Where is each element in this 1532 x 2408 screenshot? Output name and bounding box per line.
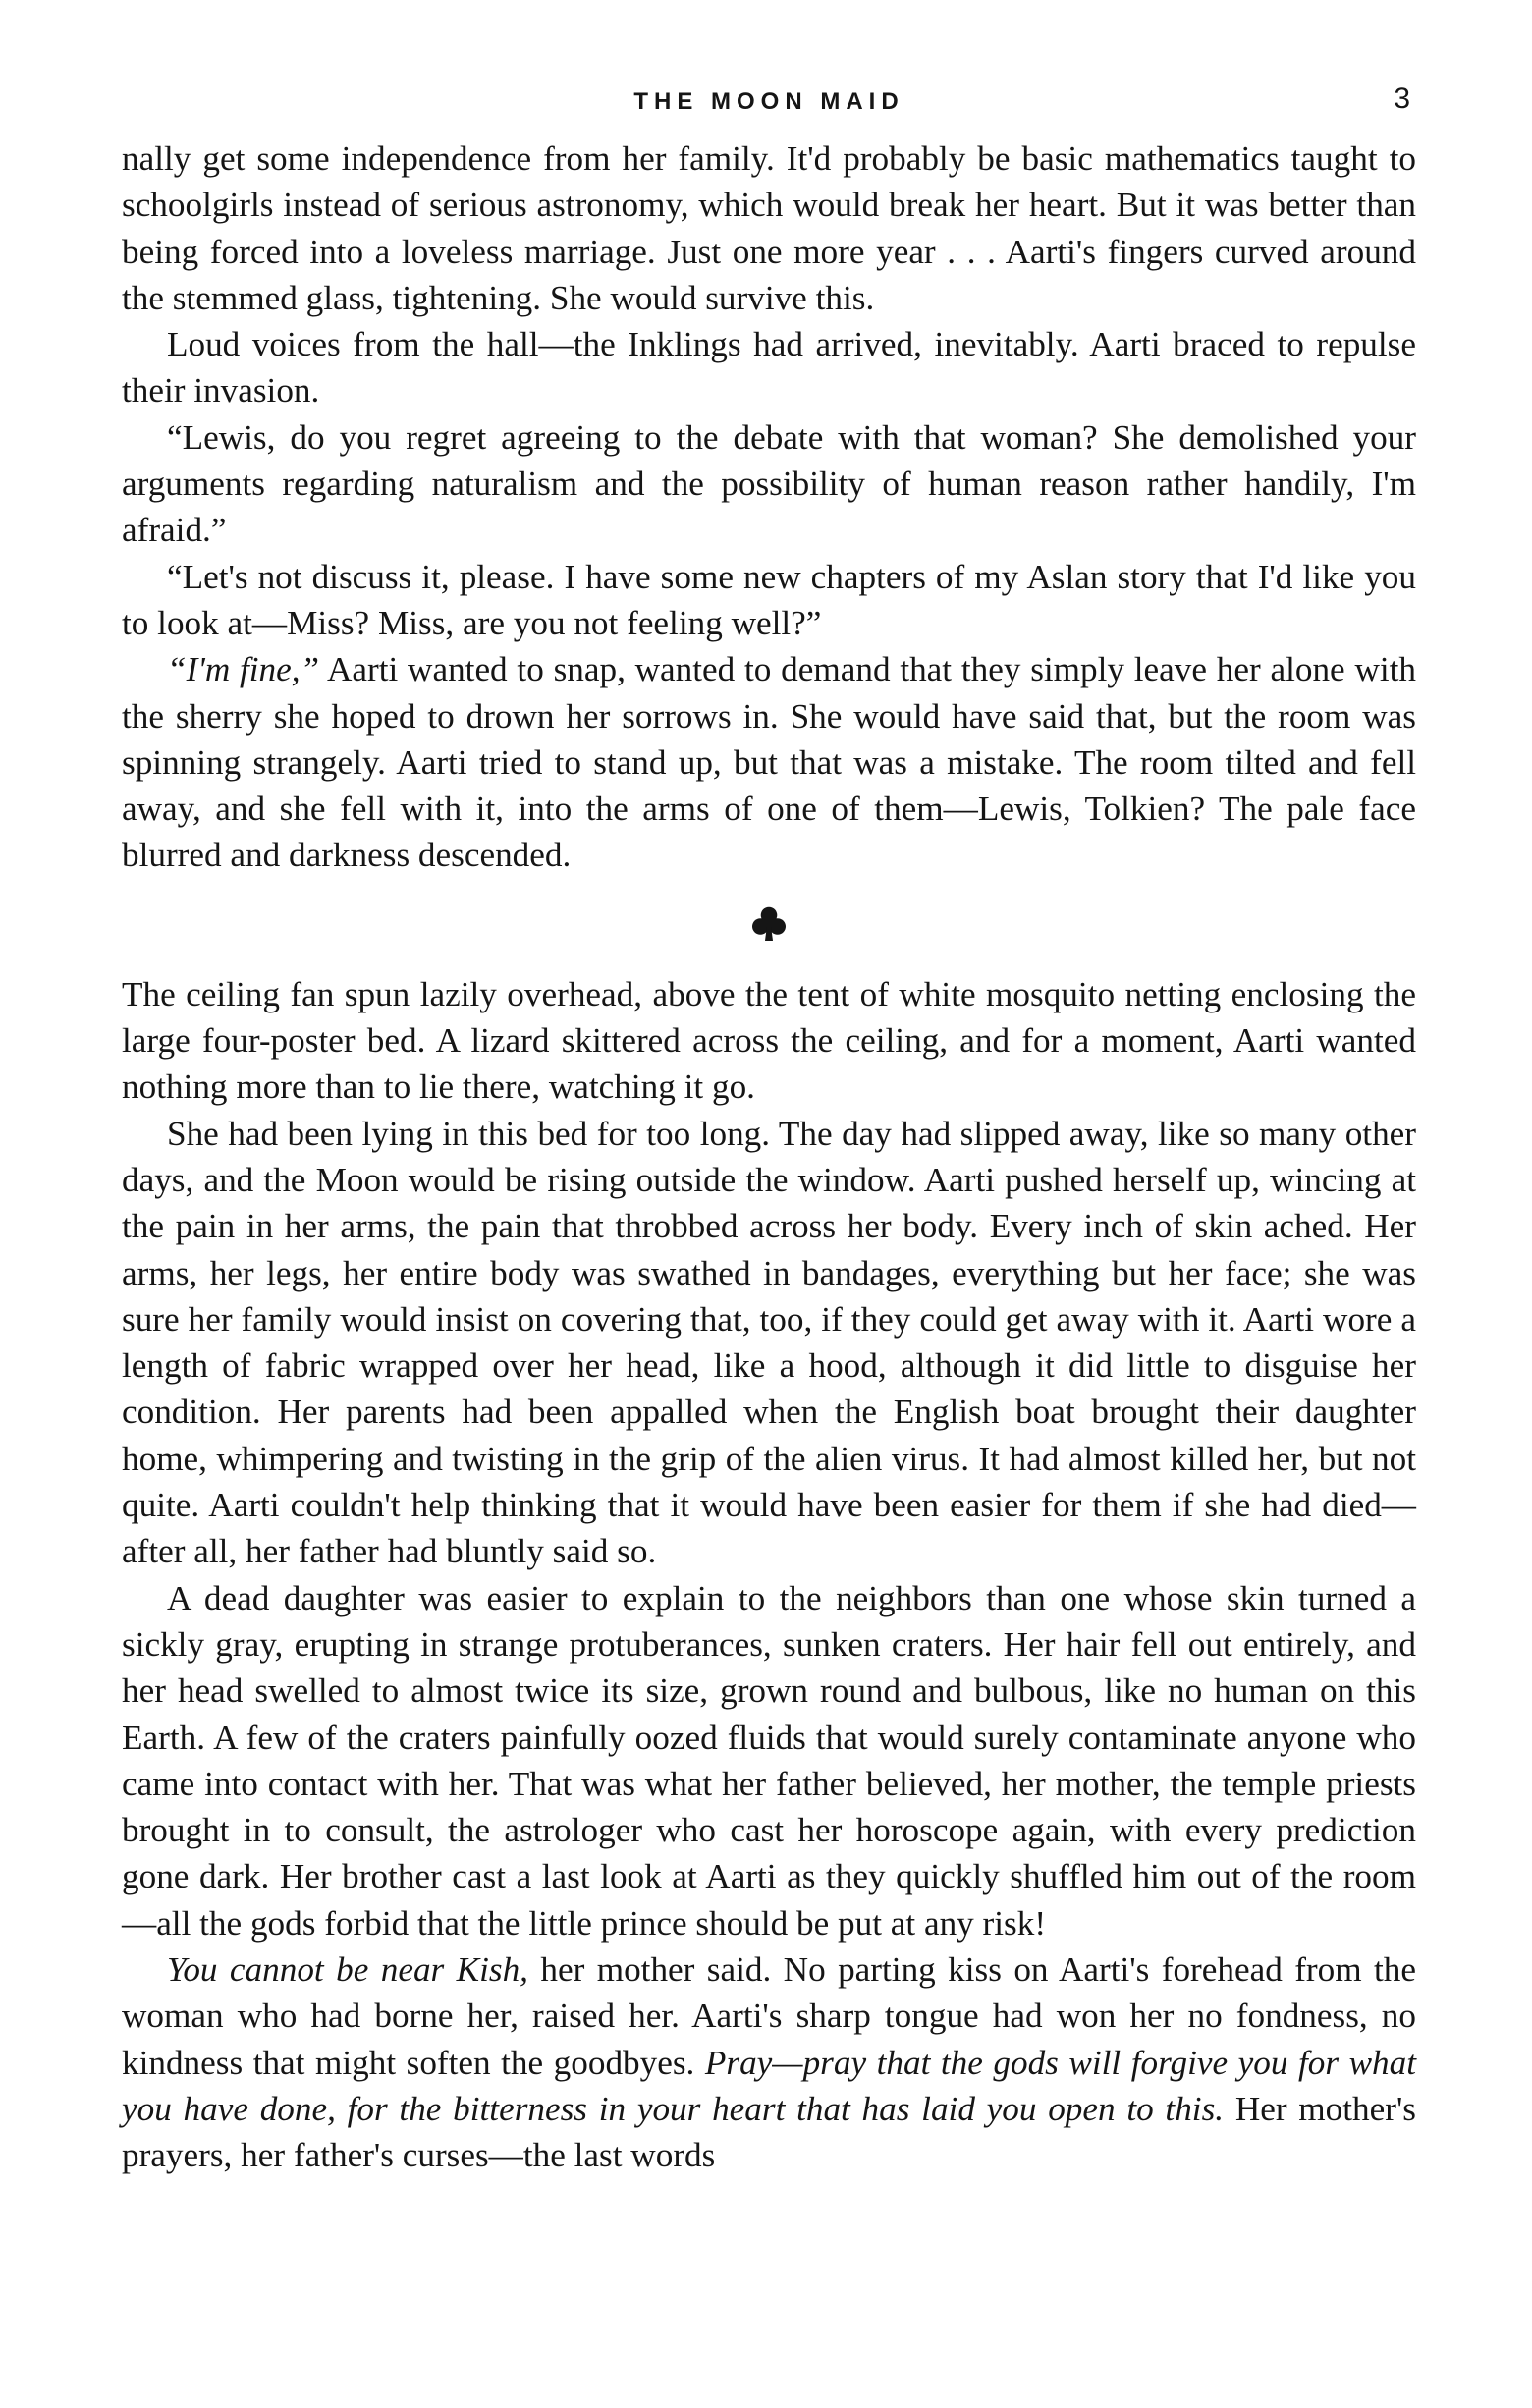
running-title: THE MOON MAID [633,88,904,115]
text-run: “Lewis, do you regret agreeing to the debate with that woman? She demolished your arguments regarding naturalism and the possibility of human reason rather handily, I'm afraid.” [122,417,1416,550]
text-run: nally get some independence from her family. It'd probably be basic mathematics taught to schoolgirls instead of serious astronomy, which would break her heart. But it was better than being forced into a loveless marriage. Just one more year . . . Aarti's fingers curved around the stemmed glass, tightening. She would survive this. [122,139,1416,317]
paragraph [122,554,1416,647]
paragraph [122,971,1416,1111]
text-run: Loud voices from the hall—the Inklings had arrived, inevitably. Aarti braced to repulse their invasion. [122,325,1416,410]
paragraph [122,646,1416,878]
club-icon [752,905,786,945]
paragraph [122,1946,1416,2178]
text-run: A dead daughter was easier to explain to the neighbors than one whose skin turned a sickly gray, erupting in strange protuberances, sunken craters. Her hair fell out entirely, and her head swelled to almost twice its size, grown round and bulbous, like no human on this Earth. A few of the craters painfully oozed fluids that would surely contaminate anyone who came into contact with her. That was what her father believed, her mother, the temple priests brought in to consult, the astrologer who cast her horoscope again, with every prediction gone dark. Her brother cast a last look at Aarti as they quickly shuffled him out of the room—all the gods forbid that the little prince should be put at any risk! [122,1578,1416,1943]
paragraph [122,136,1416,321]
italic-run: You cannot be near Kish, [167,1949,528,1989]
paragraph [122,1111,1416,1575]
paragraph [122,321,1416,414]
section-break [122,879,1416,971]
paragraph [122,1575,1416,1946]
paragraph [122,414,1416,554]
book-page [122,77,1416,2178]
text-run: The ceiling fan spun lazily overhead, above the tent of white mosquito netting enclosing the large four-poster bed. A lizard skittered across the ceiling, and for a moment, Aarti wanted nothing more than to lie there, watching it go. [122,974,1416,1107]
text-run: “Let's not discuss it, please. I have some new chapters of my Aslan story that I'd like you to look at—Miss? Miss, are you not feeling well?” [122,557,1416,642]
text-run: Aarti wanted to snap, wanted to demand that they simply leave her alone with the sherry she hoped to drown her sorrows in. She would have said that, but the room was spinning strangely. Aarti tried to stand up, but that was a mistake. The room tilted and fell away, and she fell with it, into the arms of one of them—Lewis, Tolkien? The pale face blurred and darkness descended. [122,650,1417,875]
italic-run: “I'm fine,” [167,650,320,689]
body-text [122,136,1416,2178]
page-number: 3 [1394,82,1410,115]
text-run: her mother said. No parting kiss on Aarti's forehead from the woman who had borne her, raised her. Aarti's sharp tongue had won her no fondness, no kindness that might soften the goodbyes. [122,1949,1416,2082]
italic-run: Pray—pray that the gods will forgive you for what you have done, for the bitterness in your heart that has laid you open to this. [122,2043,1417,2128]
running-head [122,77,1416,136]
text-run: Her mother's prayers, her father's curses—the last words [122,2089,1417,2175]
text-run: She had been lying in this bed for too long. The day had slipped away, like so many other days, and the Moon would be rising outside the window. Aarti pushed herself up, wincing at the pain in her arms, the pain that throbbed across her body. Every inch of skin ached. Her arms, her legs, her entire body was swathed in bandages, everything but her face; she was sure her family would insist on covering that, too, if they could get away with it. Aarti wore a length of fabric wrapped over her head, like a hood, although it did little to disguise her condition. Her parents had been appalled when the English boat brought their daughter home, whimpering and twisting in the grip of the alien virus. It had almost killed her, but not quite. Aarti couldn't help thinking that it would have been easier for them if she had died—after all, her father had bluntly said so. [122,1114,1416,1571]
